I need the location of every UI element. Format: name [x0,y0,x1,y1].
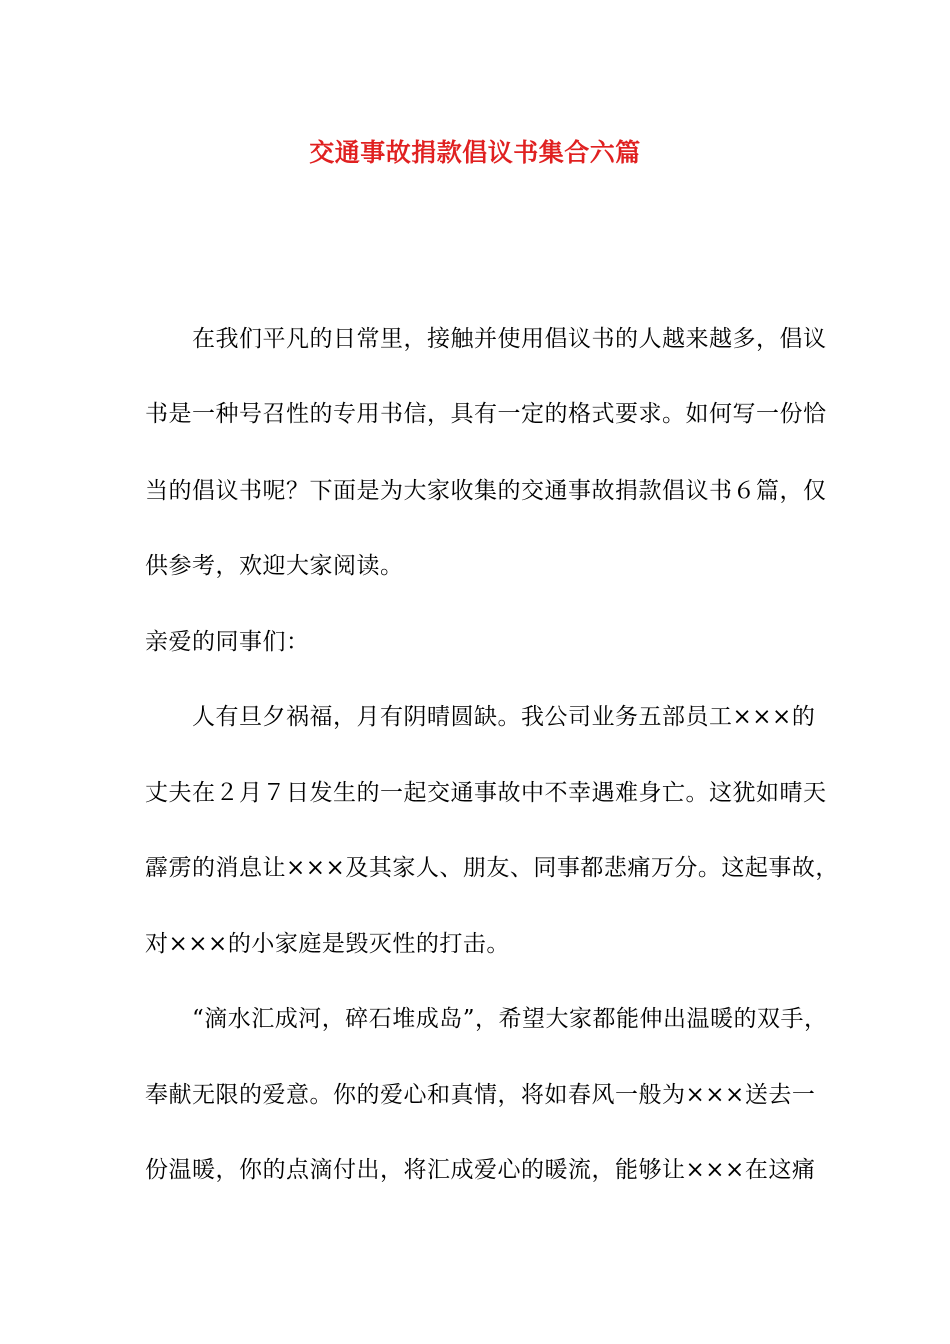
body-line: 丈夫在２月７日发生的一起交通事故中不幸遇难身亡。这犹如晴天 [145,780,827,806]
document-title: 交通事故捐款倡议书集合六篇 [309,138,641,167]
body-line: 霹雳的消息让×××及其家人、朋友、同事都悲痛万分。这起事故， [145,855,839,881]
body-line: 份温暖，你的点滴付出，将汇成爱心的暖流，能够让×××在这痛 [145,1157,816,1183]
body-line: 对×××的小家庭是毁灭性的打击。 [145,931,510,957]
body-line: “滴水汇成河，碎石堆成岛”，希望大家都能伸出温暖的双手， [145,1006,828,1032]
salutation-line: 亲爱的同事们： [145,629,310,655]
body-line: 人有旦夕祸福，月有阴晴圆缺。我公司业务五部员工×××的 [145,704,816,730]
body-line: 书是一种号召性的专用书信，具有一定的格式要求。如何写一份恰 [145,401,827,427]
body-line: 当的倡议书呢？下面是为大家收集的交通事故捐款倡议书６篇，仅 [145,478,827,504]
body-line: 奉献无限的爱意。你的爱心和真情，将如春风一般为×××送去一 [145,1082,816,1108]
body-line: 供参考，欢迎大家阅读。 [145,553,404,579]
body-line: 在我们平凡的日常里，接触并使用倡议书的人越来越多，倡议 [145,326,827,352]
